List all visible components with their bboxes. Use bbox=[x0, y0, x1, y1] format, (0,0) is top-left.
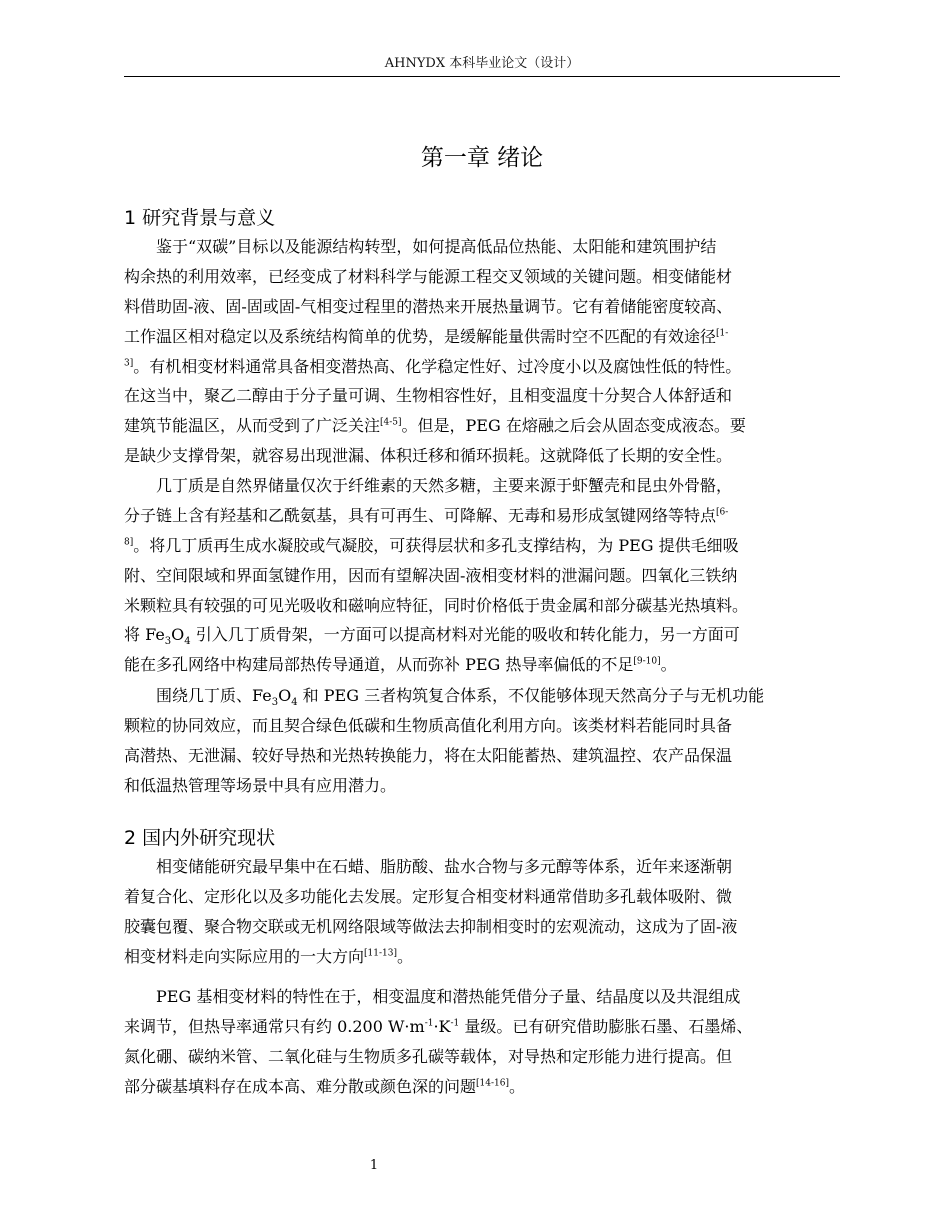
paragraph bbox=[124, 681, 840, 801]
text-line: 能在多孔网络中构建局部热传导通道，从而弥补 PEG 热导率偏低的不足[9-10]。 bbox=[124, 655, 677, 675]
citation: [1- bbox=[716, 328, 729, 339]
section-heading: 1 研究背景与意义 bbox=[124, 207, 276, 229]
text-line: $^{3]}$。有机相变材料通常具备相变潜热高、化学稳定性好、过冷度小以及腐蚀性低的特性。 bbox=[124, 356, 742, 376]
text-line: 鉴于“双碳”目标以及能源结构转型，如何提高低品位热能、太阳能和建筑围护结 bbox=[156, 237, 717, 256]
running-header: AHNYDX 本科毕业论文（设计） bbox=[384, 56, 580, 71]
paragraph bbox=[124, 471, 840, 680]
text-line: 分子链上含有羟基和乙酰氨基，具有可再生、可降解、无毒和易形成氢键网络等特点$^{[6-}$ bbox=[124, 505, 729, 525]
text-line: 高潜热、无泄漏、较好导热和光热转换能力，将在太阳能蓄热、建筑温控、农产品保温 bbox=[124, 745, 733, 765]
text-line: PEG 基相变材料的特性在于，相变温度和潜热能凭借分子量、结晶度以及共混组成 bbox=[156, 987, 741, 1006]
section-heading: 2 国内外研究现状 bbox=[124, 827, 276, 849]
text-line: 在这当中，聚乙二醇由于分子量可调、生物相容性好，且相变温度十分契合人体舒适和 bbox=[124, 386, 733, 406]
text-line: 几丁质是自然界储量仅次于纤维素的天然多糖，主要来源于虾蟹壳和昆虫外骨骼， bbox=[156, 476, 733, 495]
text-line: 颗粒的协同效应，而且契合绿色低碳和生物质高值化利用方向。该类材料若能同时具备 bbox=[124, 715, 733, 735]
paragraph bbox=[124, 232, 840, 471]
text-line: 建筑节能温区，从而受到了广泛关注[4-5]。但是，PEG 在熔融之后会从固态变成液态。要 bbox=[124, 416, 746, 436]
citation: 3] bbox=[124, 358, 134, 369]
citation: 8] bbox=[124, 537, 134, 548]
text-line: 将 $Fe_3O_4$ 引入几丁质骨架，一方面可以提高材料对光能的吸收和转化能力，另一方面可 bbox=[124, 625, 740, 648]
text-line: 是缺少支撑骨架，就容易出现泄漏、体积迁移和循环损耗。这就降低了长期的安全性。 bbox=[124, 446, 733, 466]
text-line: 部分碳基填料存在成本高、难分散或颜色深的问题[14-16]。 bbox=[124, 1076, 525, 1096]
page-number: 1 bbox=[369, 1158, 379, 1173]
text-line: 氮化硼、碳纳米管、二氧化硅与生物质多孔碳等载体，对导热和定形能力进行提高。但 bbox=[124, 1046, 733, 1066]
text-line: 料借助固-液、固-固或固-气相变过程里的潜热来开展热量调节。它有着储能密度较高、 bbox=[124, 296, 733, 316]
paragraph bbox=[124, 852, 840, 972]
text-line: 附、空间限域和界面氢键作用，因而有望解决固-液相变材料的泄漏问题。四氧化三铁纳 bbox=[124, 565, 738, 585]
paragraph bbox=[124, 982, 840, 1102]
citation: [14-16] bbox=[476, 1078, 509, 1089]
text-line: $^{8]}$。将几丁质再生成水凝胶或气凝胶，可获得层状和多孔支撑结构，为 PEG 提供毛细吸 bbox=[124, 535, 739, 555]
text-line: 构余热的利用效率，已经变成了材料科学与能源工程交叉领域的关键问题。相变储能材 bbox=[124, 266, 733, 286]
text-line: 胶囊包覆、聚合物交联或无机网络限域等做法去抑制相变时的宏观流动，这成为了固-液 bbox=[124, 916, 738, 936]
text-line: 着复合化、定形化以及多功能化去发展。定形复合相变材料通常借助多孔载体吸附、微 bbox=[124, 886, 733, 906]
text-line: 来调节，但热导率通常只有约 0.200 $W\cdot m^{-1}\cdot K^{-1}$ 量级。已有研究借助膨胀石墨、石墨烯、 bbox=[124, 1016, 753, 1036]
text-line: 工作温区相对稳定以及系统结构简单的优势，是缓解能量供需时空不匹配的有效途径$^{[1-}$ bbox=[124, 326, 729, 346]
header-rule bbox=[124, 76, 840, 77]
citation: [4-5] bbox=[380, 418, 402, 429]
chapter-title: 第一章 绪论 bbox=[420, 145, 544, 171]
text-line: 和低温热管理等场景中具有应用潜力。 bbox=[124, 775, 397, 795]
citation: [6- bbox=[716, 507, 729, 518]
text-line: 相变材料走向实际应用的一大方向[11-13]。 bbox=[124, 946, 413, 966]
citation: [9-10] bbox=[633, 657, 661, 668]
text-line: 围绕几丁质、$Fe_3O_4$ 和 PEG 三者构筑复合体系，不仅能够体现天然高分子与无机功能 bbox=[156, 686, 765, 709]
text-line: 相变储能研究最早集中在石蜡、脂肪酸、盐水合物与多元醇等体系，近年来逐渐朝 bbox=[156, 857, 733, 876]
citation: [11-13] bbox=[364, 948, 397, 959]
text-line: 米颗粒具有较强的可见光吸收和磁响应特征，同时价格低于贵金属和部分碳基光热填料。 bbox=[124, 595, 749, 615]
